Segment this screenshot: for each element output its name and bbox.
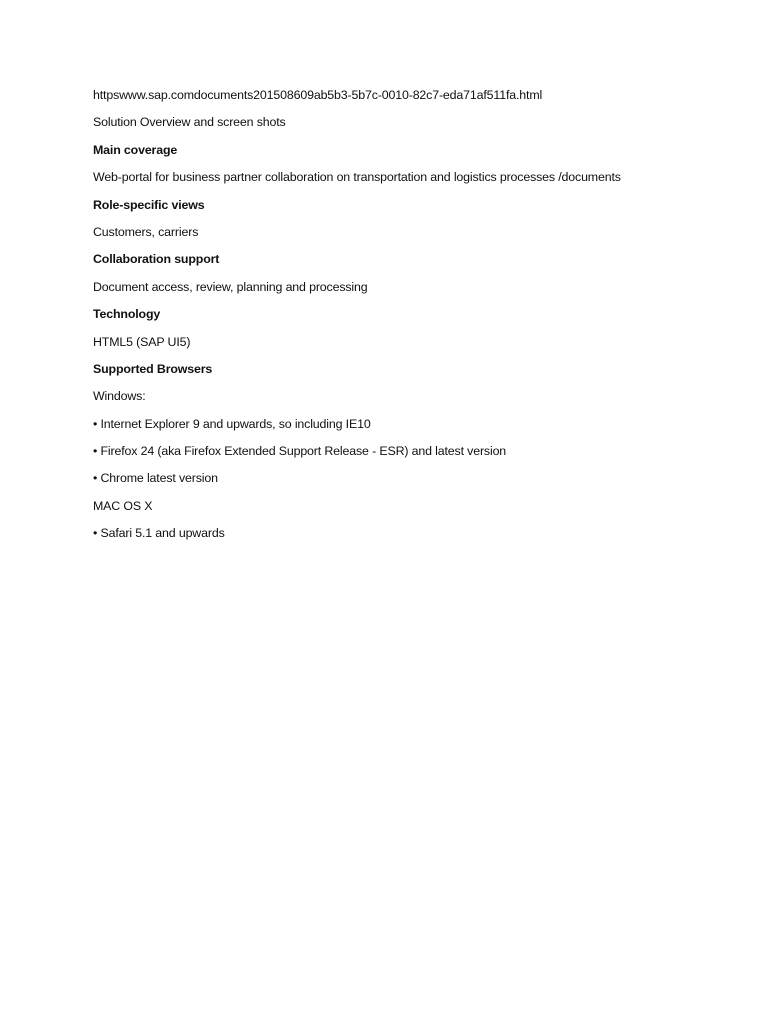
text-technology: HTML5 (SAP UI5) (93, 334, 191, 349)
list-item-firefox: • Firefox 24 (aka Firefox Extended Support Release - ESR) and latest version (93, 444, 507, 459)
text-collaboration-support: Document access, review, planning and processing (93, 279, 368, 294)
document-body (93, 86, 733, 552)
list-item-chrome: • Chrome latest version (93, 471, 218, 486)
heading-collaboration-support: Collaboration support (93, 252, 220, 267)
heading-supported-browsers: Supported Browsers (93, 361, 213, 376)
heading-main-coverage: Main coverage (93, 142, 178, 157)
mac-label: MAC OS X (93, 498, 153, 513)
list-item-ie: • Internet Explorer 9 and upwards, so including IE10 (93, 416, 371, 431)
text-role-specific-views: Customers, carriers (93, 224, 199, 239)
url-text: httpswww.sap.comdocuments201508609ab5b3-5b7c-0010-82c7-eda71af511fa.html (93, 88, 543, 102)
windows-label: Windows: (93, 389, 146, 404)
heading-technology: Technology (93, 307, 161, 322)
text-main-coverage: Web-portal for business partner collaboration on transportation and logistics processes /documents (93, 170, 621, 185)
list-item-safari: • Safari 5.1 and upwards (93, 526, 225, 541)
heading-role-specific-views: Role-specific views (93, 197, 205, 212)
intro-text: Solution Overview and screen shots (93, 115, 286, 130)
